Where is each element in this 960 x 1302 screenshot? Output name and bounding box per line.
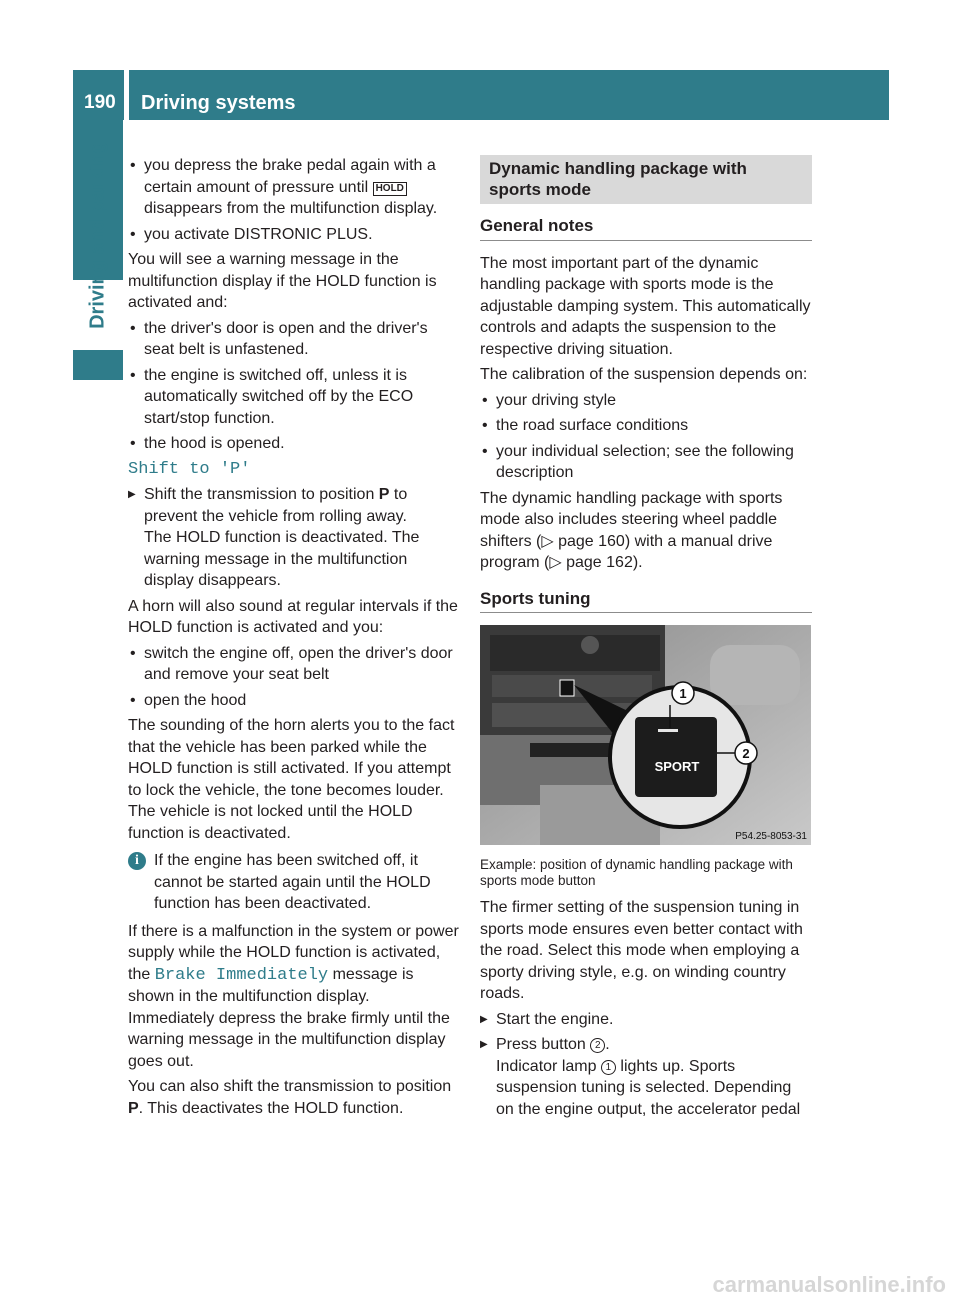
list-item-text: disappears from the multifunction display. bbox=[144, 200, 438, 217]
paragraph: You will see a warning message in the multifunction display if the HOLD function is activated and: bbox=[128, 251, 437, 311]
list-item: • your individual selection; see the following description bbox=[480, 441, 812, 484]
info-note bbox=[128, 850, 460, 915]
image-caption: Example: position of dynamic handling package with sports mode button bbox=[480, 857, 793, 888]
footer-watermark: carmanualsonline.info bbox=[712, 1272, 946, 1297]
paragraph-text: ). bbox=[632, 554, 643, 571]
display-message: Shift to 'P' bbox=[128, 459, 251, 479]
paragraph bbox=[480, 488, 812, 574]
side-tab-lower bbox=[73, 350, 123, 380]
list-item: • the driver's door is open and the driver's seat belt is unfastened. bbox=[128, 318, 460, 361]
list-item-text: you depress the brake pedal again with a certain amount of pressure until bbox=[144, 157, 436, 196]
list-item: • the engine is switched off, unless it is automatically switched off by the ECO start/stop function. bbox=[128, 365, 460, 430]
left-column bbox=[128, 155, 460, 1123]
info-icon: i bbox=[128, 852, 146, 870]
page-reference-link[interactable]: ▷ page 160 bbox=[541, 532, 625, 550]
subsection-heading: Sports tuning bbox=[480, 588, 812, 614]
instruction-step bbox=[480, 1034, 812, 1120]
paragraph-text: . This deactivates the HOLD function. bbox=[138, 1099, 404, 1117]
paragraph bbox=[128, 921, 460, 1073]
hold-symbol-icon: HOLD bbox=[373, 182, 407, 196]
step-text: Indicator lamp bbox=[496, 1057, 597, 1075]
right-column bbox=[480, 155, 812, 1124]
section-heading: Dynamic handling package with sports mode bbox=[480, 155, 812, 204]
step-text: lights up. Sports suspension tuning is selected. Depending on the engine output, the accelerator pedal bbox=[496, 1057, 801, 1118]
sport-button-photo bbox=[480, 625, 811, 845]
paragraph: The firmer setting of the suspension tuning in sports mode ensures even better contact with the road. Select this mode when employing a sporty driving style, e.g. on winding country roads. bbox=[480, 899, 803, 1002]
subsection-heading: General notes bbox=[480, 215, 812, 241]
sport-button-label: SPORT bbox=[654, 759, 700, 774]
list-item: • switch the engine off, open the driver's door and remove your seat belt bbox=[128, 643, 460, 686]
image-code: P54.25-8053-31 bbox=[735, 831, 807, 842]
paragraph-text: If there is a malfunction in the system or power supply while the HOLD function is activated, the bbox=[128, 922, 459, 983]
gear-position: P bbox=[128, 1099, 139, 1117]
paragraph: The calibration of the suspension depends on: bbox=[480, 366, 808, 383]
instruction-step bbox=[128, 484, 460, 592]
header-divider bbox=[124, 70, 129, 120]
display-message: Brake Immediately bbox=[154, 965, 329, 985]
paragraph: The sounding of the horn alerts you to the fact that the vehicle has been parked while the HOLD function is still activated. If you attempt to lock the vehicle, the tone becomes louder. The vehicle is not locked until the HOLD function is deactivated. bbox=[128, 717, 455, 842]
list-item: • you activate DISTRONIC PLUS. bbox=[128, 224, 460, 246]
callout-1-number: 1 bbox=[679, 686, 687, 701]
paragraph-text: ) with a manual drive program ( bbox=[480, 532, 773, 571]
list-item: • open the hood bbox=[128, 690, 460, 712]
step-text: to prevent the vehicle from rolling away. bbox=[144, 486, 408, 525]
step-result: The HOLD function is deactivated. The warning message in the multifunction display disappears. bbox=[144, 529, 420, 589]
paragraph bbox=[128, 1076, 460, 1119]
callout-1-ref: 1 bbox=[601, 1060, 616, 1075]
paragraph-text: The dynamic handling package with sports mode also includes steering wheel paddle shifters ( bbox=[480, 489, 783, 550]
page-reference-link[interactable]: ▷ page 162 bbox=[549, 554, 633, 571]
page-title: Driving systems bbox=[141, 92, 296, 114]
callout-2-ref: 2 bbox=[590, 1038, 605, 1053]
list-item: • the hood is opened. bbox=[128, 433, 460, 455]
paragraph: The most important part of the dynamic handling package with sports mode is the adjustable damping system. This automatically controls and adapts the suspension to the respective driving situation. bbox=[480, 254, 811, 358]
step-text: . bbox=[605, 1036, 610, 1053]
paragraph-text: message is shown in the multifunction display. Immediately depress the brake firmly until the warning message in the multifunction display goes out. bbox=[128, 965, 450, 1070]
paragraph: A horn will also sound at regular intervals if the HOLD function is activated and you: bbox=[128, 597, 458, 636]
callout-2-number: 2 bbox=[742, 746, 750, 761]
paragraph-text: You can also shift the transmission to position bbox=[128, 1078, 452, 1095]
list-item: • the road surface conditions bbox=[480, 415, 812, 437]
section-side-label-text: Driving and parking bbox=[86, 141, 109, 329]
step-text: Press button bbox=[496, 1036, 586, 1053]
list-item bbox=[128, 155, 460, 220]
instruction-step: ▶ Start the engine. bbox=[480, 1009, 812, 1031]
list-item: • your driving style bbox=[480, 390, 812, 412]
step-text: Shift the transmission to position bbox=[144, 486, 375, 503]
step-result bbox=[496, 1056, 812, 1121]
page-number: 190 bbox=[84, 92, 116, 113]
note-text: If the engine has been switched off, it cannot be started again until the HOLD function has been deactivated. bbox=[154, 852, 431, 912]
gear-position: P bbox=[378, 486, 390, 503]
section-side-label bbox=[72, 120, 124, 350]
dashboard-illustration bbox=[480, 625, 811, 845]
